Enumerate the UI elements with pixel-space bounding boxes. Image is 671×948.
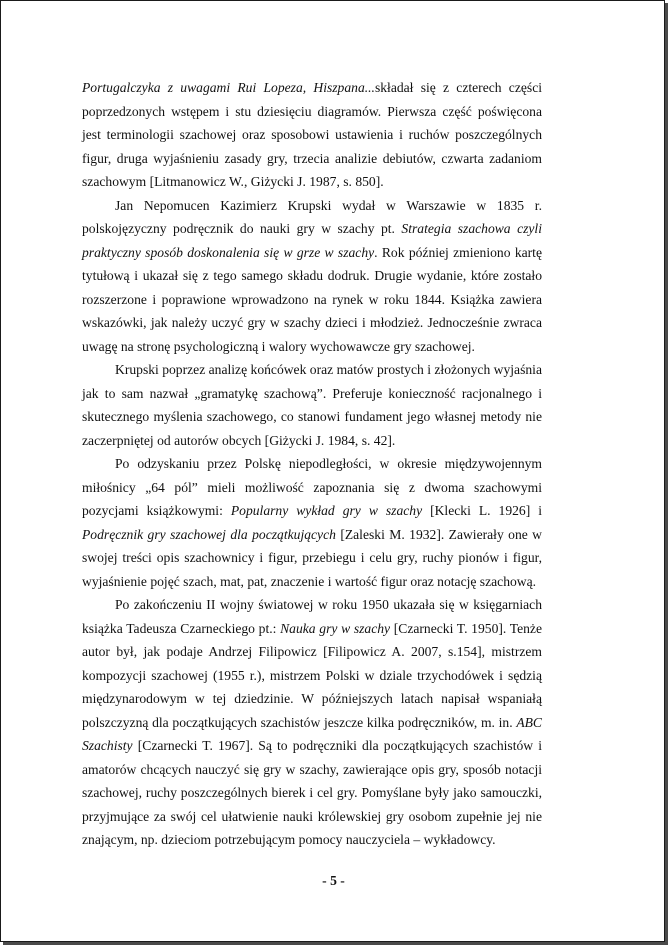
text-run: [Czarnecki T. 1950]. Tenże autor był, jak podaje Andrzej Filipowicz [Filipowicz A. 2007, s.154], mistrzem kompozycji szachowej (1955 r.), mistrzem Polski w dziale trzychodówek i sędzią międzynarodowym w tej dziedzinie. W późniejszych latach napisał wspaniałą polszczyzną dla początkujących szachistów jeszcze kilka podręczników, m. in. <box>82 620 542 730</box>
paragraph <box>82 452 542 593</box>
text-run: [Zaleski M. 1932]. Zawierały one w swojej treści opis szachownicy i figur, przebiegu i celu gry, ruchy pionów i figur, wyjaśnienie pojęć szach, mat, pat, znaczenie i wartość figur oraz notację szachową. <box>82 526 542 589</box>
italic-title-text: Portugalczyka z uwagami Rui Lopeza, Hiszpana... <box>82 80 375 95</box>
text-run: [Czarnecki T. 1967]. Są to podręczniki dla początkujących szachistów i amatorów chcących nauczyć się gry w szachy, zawierające opis gry, sposób notacji szachowej, ruchy poszczególnych bierek i cel gry. Pomyślane były jako samouczki, przyjmujące za swój cel ułatwienie nauki królewskiej gry osobom zupełnie jej nie znającym, np. dzieciom potrzebującym pomocy nauczyciela – wykładowcy. <box>82 738 542 847</box>
page-number: - 5 - <box>322 873 345 888</box>
text-run: Krupski poprzez analizę końcówek oraz matów prostych i złożonych wyjaśnia jak to sam nazwał „gramatykę szachową”. Preferuje konieczność racjonalnego i skutecznego myślenia szachowego, co stanowi fundament jego własnej metody nie zaczerpniętej od autorów obcych [Giżycki J. 1984, s. 42]. <box>82 362 542 448</box>
italic-title-text: Strategia szachowa czyli praktyczny sposób doskonalenia się w grze w szachy <box>82 221 542 260</box>
italic-title-text: ABC Szachisty <box>82 714 542 753</box>
text-run: Po odzyskaniu przez Polskę niepodległości, w okresie międzywojennym miłośnicy „64 pól” mieli możliwość zapoznania się z dwoma szachowymi pozycjami książkowymi: <box>82 456 542 518</box>
text-run: Po zakończeniu II wojny światowej w roku 1950 ukazała się w księgarniach książka Tadeusza Czarneckiego pt.: <box>82 597 542 636</box>
italic-title-text: Nauka gry w szachy <box>280 620 391 636</box>
paragraph <box>82 76 542 194</box>
paragraph <box>82 593 542 852</box>
text-run: . Rok później zmieniono kartę tytułową i ukazał się z tego samego składu dodruk. Drugie wydanie, które zostało rozszerzone i poprawione wprowadzono na rynek w roku 1844. Książka zawiera wskazówki, jak należy uczyć gry w szachy dzieci i młodzież. Jednocześnie zwraca uwagę na stronę psychologiczną i walory wychowawcze gry szachowej. <box>82 244 542 354</box>
text-run: składał się z czterech części poprzedzonych wstępem i stu dziesięciu diagramów. Pierwsza część poświęcona jest terminologii szachowej oraz sposobowi ustawienia i ruchów poszczególnych figur, druga wyjaśnieniu zasady gry, trzecia analizie debiutów, czwarta zadaniom szachowym [Litmanowicz W., Giżycki J. 1987, s. 850]. <box>82 80 543 189</box>
text-run: [Klecki L. 1926] i <box>422 503 542 518</box>
italic-title-text: Popularny wykład gry w szachy <box>230 503 423 518</box>
paragraph <box>82 194 542 359</box>
italic-title-text: Podręcznik gry szachowej dla początkujących <box>82 526 336 542</box>
text-run: Jan Nepomucen Kazimierz Krupski wydał w Warszawie w 1835 r. polskojęzyczny podręcznik do nauki gry w szachy pt. <box>82 197 542 236</box>
paragraph <box>82 358 542 452</box>
body-text <box>82 76 542 852</box>
